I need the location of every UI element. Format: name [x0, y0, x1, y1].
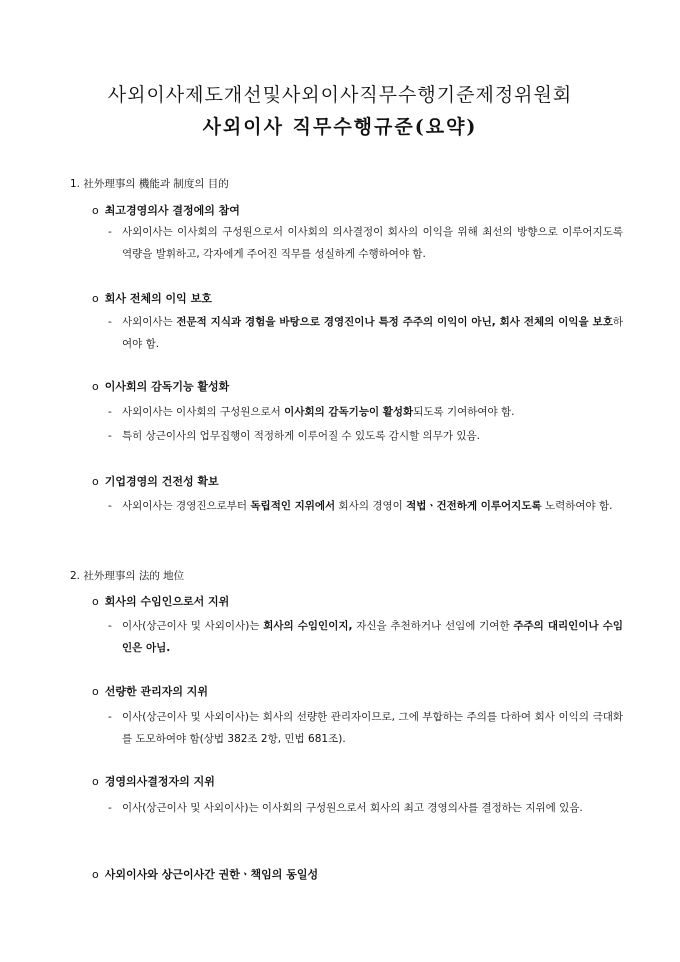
text-run: 자신을 추천하거나 선임에 기여한 — [352, 620, 514, 632]
subsection-heading — [92, 202, 240, 218]
list-item — [108, 706, 623, 750]
bullet: o — [92, 685, 99, 698]
bullet: o — [92, 868, 99, 881]
text-run: 사외이사는 경영진으로부터 — [122, 500, 251, 512]
subsection-title: 선량한 관리자의 지위 — [104, 685, 209, 698]
item-text — [108, 401, 623, 423]
subsection-title: 경영의사결정자의 지위 — [104, 775, 215, 788]
dash-marker: - — [108, 316, 112, 328]
subsection-heading — [92, 473, 219, 489]
item-text — [108, 706, 623, 750]
dash-marker: - — [108, 430, 112, 442]
bullet: o — [92, 204, 99, 217]
emphasis-text: 적법ㆍ건전하게 이루어지도록 — [406, 500, 542, 512]
text-run: 회사의 경영이 — [335, 500, 407, 512]
subsection-heading — [92, 593, 229, 609]
list-item — [108, 615, 623, 659]
list-item — [108, 401, 623, 423]
emphasis-text: 독립적인 지위에서 — [250, 500, 336, 512]
bullet: o — [92, 775, 99, 788]
item-text — [108, 615, 623, 659]
section-heading: 2. 社外理事의 法的 地位 — [70, 570, 185, 582]
text-run: 되도록 기여하여야 함. — [413, 406, 515, 418]
emphasis-text: 전문적 지식과 경험을 바탕으로 경영진이나 특정 주주의 이익이 아닌, 회사 전체의 이익을 보호 — [176, 316, 613, 328]
bullet: o — [92, 595, 99, 608]
text-run: 특히 상근이사의 업무집행이 적정하게 이루어질 수 있도록 감시할 의무가 있음. — [122, 430, 480, 442]
list-item — [108, 221, 623, 265]
list-item — [108, 797, 623, 819]
section-heading: 1. 社外理事의 機能과 制度의 目的 — [70, 178, 229, 190]
text-run: 사외이사는 이사회의 구성원으로서 — [122, 406, 285, 418]
list-item — [108, 425, 623, 447]
bullet: o — [92, 292, 99, 305]
subsection-heading — [92, 290, 212, 306]
text-run: 하여야 함. — [122, 316, 623, 350]
emphasis-text: 주주의 대리인이나 수임인은 아님. — [122, 620, 623, 654]
dash-marker: - — [108, 406, 112, 418]
document-title: 사외이사 직무수행규준(요약) — [202, 116, 478, 138]
dash-marker: - — [108, 620, 112, 632]
item-text — [108, 221, 623, 265]
list-item — [108, 311, 623, 355]
dash-marker: - — [108, 226, 112, 238]
item-text — [108, 495, 623, 517]
subsection-title: 사외이사와 상근이사간 권한ㆍ책임의 동일성 — [104, 868, 319, 881]
subsection-heading — [92, 773, 215, 789]
item-text — [108, 425, 623, 447]
bullet: o — [92, 380, 99, 393]
committee-title: 사외이사제도개선및사외이사직무수행기준제정위원회 — [107, 84, 573, 106]
item-text — [108, 797, 623, 819]
subsection-title: 최고경영의사 결정에의 참여 — [104, 204, 240, 217]
list-item — [108, 495, 623, 517]
dash-marker: - — [108, 711, 112, 723]
text-run: 이사(상근이사 및 사외이사)는 — [122, 620, 264, 632]
dash-marker: - — [108, 500, 112, 512]
subsection-title: 기업경영의 건전성 확보 — [104, 475, 219, 488]
emphasis-text: 회사의 수임인이지, — [263, 620, 353, 632]
dash-marker: - — [108, 802, 112, 814]
subsection-heading — [92, 683, 208, 699]
subsection-title: 이사회의 감독기능 활성화 — [104, 380, 230, 393]
bullet: o — [92, 475, 99, 488]
emphasis-text: 이사회의 감독기능이 활성화 — [284, 406, 414, 418]
text-run: 사외이사는 이사회의 구성원으로서 이사회의 의사결정이 회사의 이익을 위해 최선의 방향으로 이루어지도록 역량을 발휘하고, 각자에게 주어진 직무를 성실하게 수행하여야 함. — [122, 226, 623, 260]
subsection-title: 회사의 수임인으로서 지위 — [104, 595, 230, 608]
text-run: 사외이사는 — [122, 316, 177, 328]
item-text — [108, 311, 623, 355]
text-run: 노력하여야 함. — [541, 500, 613, 512]
text-run: 이사(상근이사 및 사외이사)는 회사의 선량한 관리자이므로, 그에 부합하는 주의를 다하여 회사 이익의 극대화를 도모하여야 함(상법 382조 2항, 민법 681조). — [122, 711, 623, 745]
subsection-heading — [92, 378, 229, 394]
subsection-title: 회사 전체의 이익 보호 — [104, 292, 212, 305]
subsection-heading — [92, 866, 318, 882]
text-run: 이사(상근이사 및 사외이사)는 이사회의 구성원으로서 회사의 최고 경영의사를 결정하는 지위에 있음. — [122, 802, 583, 814]
